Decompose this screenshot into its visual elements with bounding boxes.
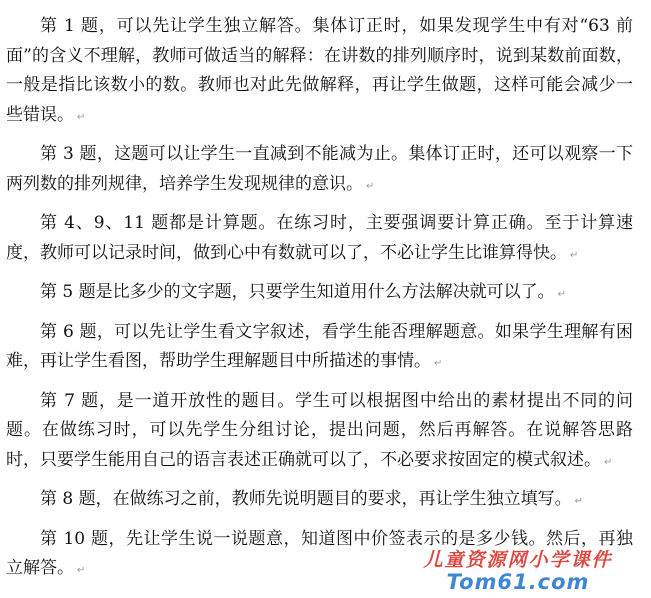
paragraph-1 bbox=[6, 12, 633, 132]
paragraph-mark-icon: ↵ bbox=[77, 565, 86, 576]
paragraph-mark-icon: ↵ bbox=[77, 111, 86, 123]
paragraph-mark-icon: ↵ bbox=[434, 358, 443, 369]
site-watermark-logo bbox=[393, 550, 643, 594]
paragraph-5 bbox=[6, 318, 633, 379]
paragraph-mark-icon: ↵ bbox=[574, 496, 584, 507]
paragraph-6 bbox=[6, 387, 633, 478]
paragraph-mark-icon: ↵ bbox=[570, 249, 579, 261]
paragraph-text: 第 7 题，是一道开放性的题目。学生可以根据图中给出的素材提出不同的问题。在做练习时，可以先学生分组讨论，提出问题，然后再解答。在说解答思路时，只要学生能用自己的语言表述正确就可以了，不必要求按固定的模式叙述。 bbox=[6, 390, 633, 470]
paragraph-mark-icon: ↵ bbox=[604, 456, 613, 468]
paragraph-3 bbox=[6, 209, 633, 270]
watermark-title: 儿童资源网小学课件 bbox=[423, 549, 613, 572]
paragraph-text: 第 3 题，这题可以让学生一直减到不能减为止。集体订正时，还可以观察一下两列数的排列规律，培养学生发现规律的意识。 bbox=[6, 144, 633, 194]
paragraph-4 bbox=[6, 278, 633, 310]
paragraph-7 bbox=[6, 485, 633, 517]
paragraph-2 bbox=[6, 140, 633, 201]
paragraph-mark-icon: ↵ bbox=[557, 289, 567, 300]
paragraph-text: 第 4、9、11 题都是计算题。在练习时，主要强调要计算正确。至于计算速度，教师可以记录时间，做到心中有数就可以了，不必让学生比谁算得快。 bbox=[6, 213, 633, 263]
paragraph-mark-icon: ↵ bbox=[366, 180, 375, 192]
watermark-domain: Tom61.com bbox=[446, 569, 590, 594]
paragraph-text: 第 8 题，在做练习之前，教师先说明题目的要求，再让学生独立填写。 bbox=[40, 489, 572, 509]
paragraph-text: 第 5 题是比多少的文字题，只要学生知道用什么方法解决就可以了。 bbox=[40, 282, 555, 302]
paragraph-text: 第 6 题，可以先让学生看文字叙述，看学生能否理解题意。如果学生理解有困难，再让学生看图，帮助学生理解题目中所描述的事情。 bbox=[6, 321, 633, 371]
paragraph-text: 第 1 题，可以先让学生独立解答。集体订正时，如果发现学生中有对“63 前面”的含义不理解，教师可做适当的解释：在讲数的排列顺序时，说到某数前面数，一般是指比该数小的数。教师也对此先做解释，再让学生做题，这样可能会减少一些错误。 bbox=[6, 16, 633, 125]
paragraph-text: 第 10 题，先让学生说一说题意，知道图中价签表示的是多少钱。然后，再独立解答。 bbox=[6, 528, 633, 578]
